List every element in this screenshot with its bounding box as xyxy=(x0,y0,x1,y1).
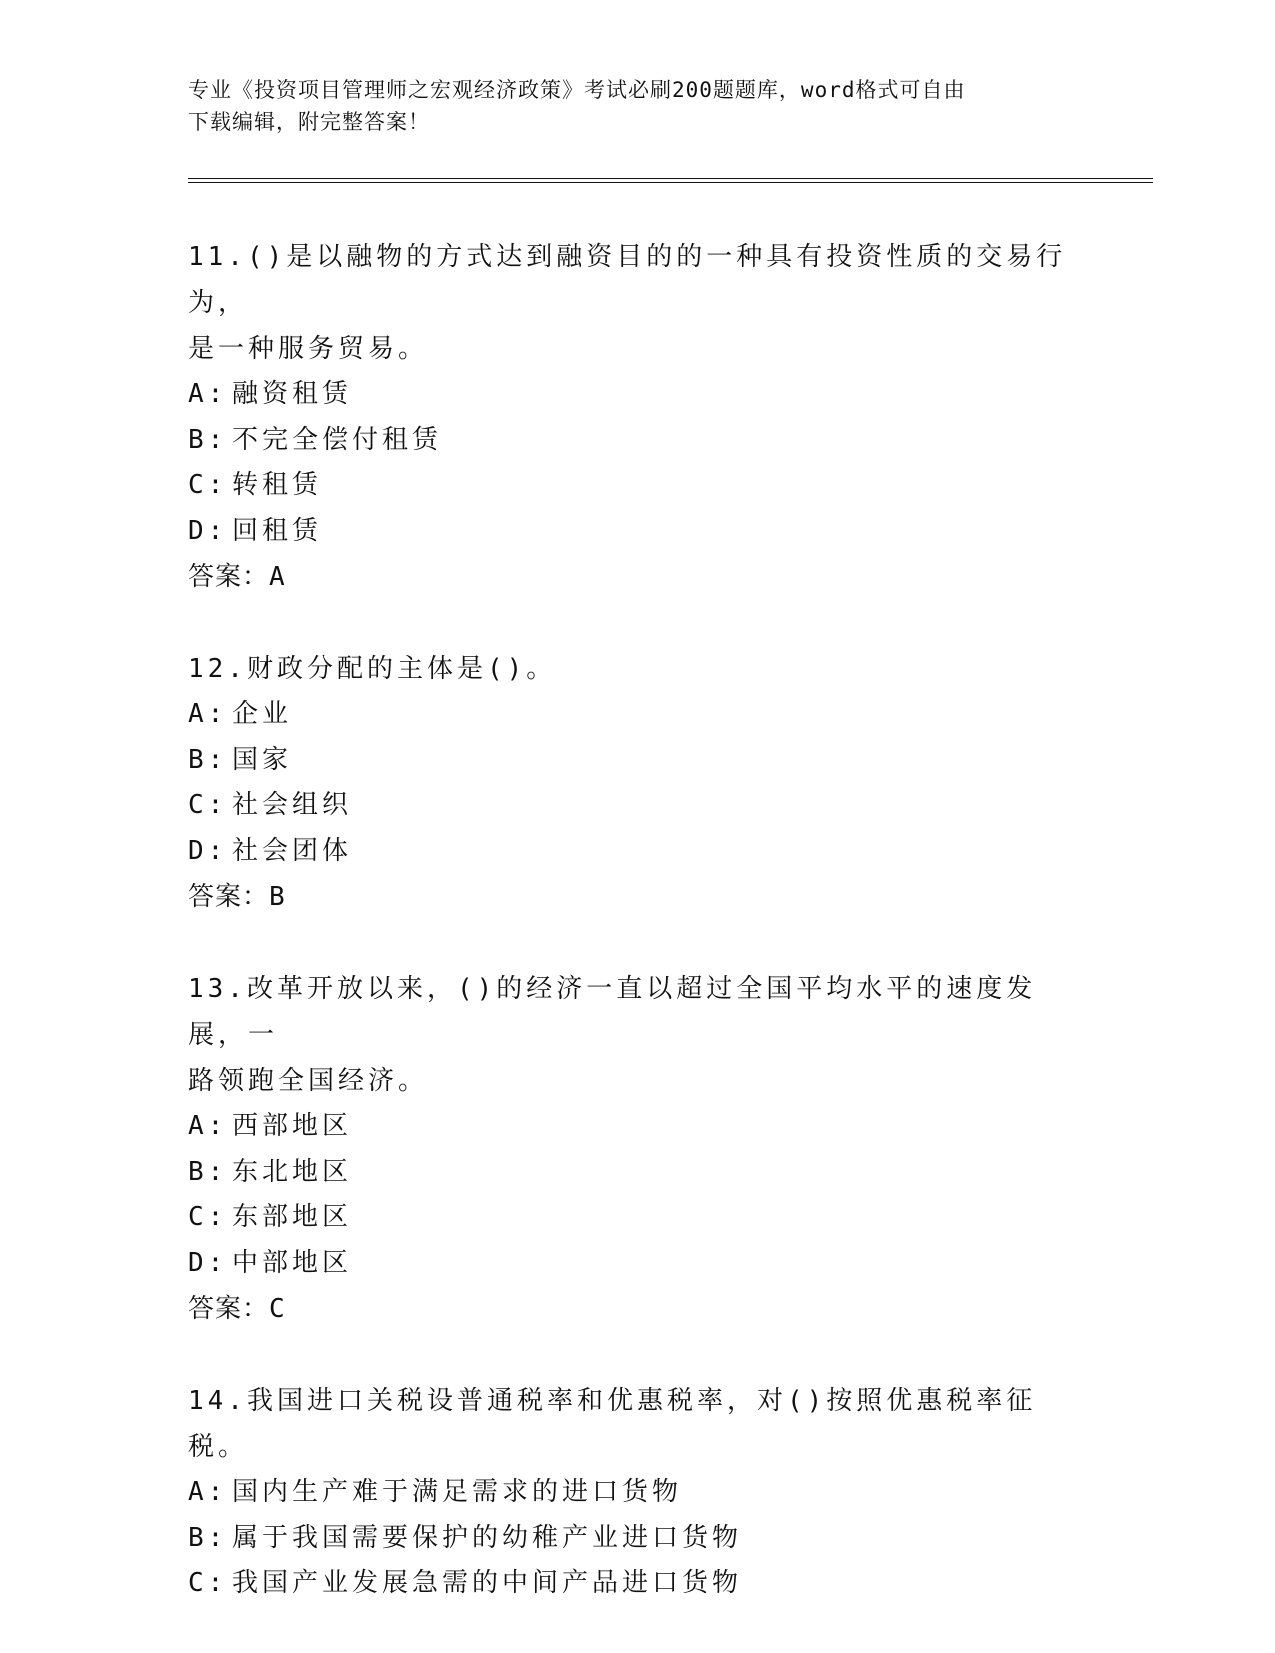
option-text: 西部地区 xyxy=(232,1111,353,1141)
answer-line: 答案：B xyxy=(188,882,286,912)
option-b xyxy=(188,418,1088,464)
option-key: C: xyxy=(188,470,228,500)
option-text: 属于我国需要保护的幼稚产业进口货物 xyxy=(232,1522,743,1553)
question-14 xyxy=(188,1378,1088,1607)
question-number: 14. xyxy=(188,1386,247,1416)
question-11 xyxy=(188,234,1088,600)
option-c xyxy=(188,1195,1088,1241)
option-text: 东北地区 xyxy=(232,1156,353,1187)
option-key: C: xyxy=(188,790,228,820)
option-key: A: xyxy=(188,1477,228,1507)
option-d xyxy=(188,1241,1088,1287)
option-c xyxy=(188,783,1088,829)
option-d xyxy=(188,829,1088,875)
option-text: 企业 xyxy=(232,699,293,729)
option-b xyxy=(188,738,1088,784)
header-divider-top xyxy=(188,178,1153,179)
question-text-line-2: 是一种服务贸易。 xyxy=(188,334,429,364)
question-stem xyxy=(188,646,1088,692)
question-text-line-1: ()是以融物的方式达到融资目的的一种具有投资性质的交易行为， xyxy=(188,242,1067,318)
header-line-2: 下载编辑，附完整答案！ xyxy=(188,110,430,134)
question-stem xyxy=(188,1378,1088,1470)
option-key: B: xyxy=(188,424,228,455)
option-text: 中部地区 xyxy=(232,1247,353,1278)
option-a xyxy=(188,1470,1088,1516)
option-key: A: xyxy=(188,379,228,409)
question-12 xyxy=(188,646,1088,920)
option-key: C: xyxy=(188,1568,228,1598)
option-key: B: xyxy=(188,744,228,775)
option-key: B: xyxy=(188,1522,228,1553)
option-c xyxy=(188,463,1088,509)
option-text: 东部地区 xyxy=(232,1202,353,1232)
answer-line: 答案：C xyxy=(188,1294,286,1324)
option-b xyxy=(188,1150,1088,1196)
option-key: A: xyxy=(188,699,228,729)
option-key: D: xyxy=(188,515,228,546)
question-stem xyxy=(188,234,1088,326)
question-list xyxy=(188,234,1088,1653)
question-number: 12. xyxy=(188,654,247,684)
option-text: 社会团体 xyxy=(232,835,353,866)
option-key: C: xyxy=(188,1202,228,1232)
option-text: 国家 xyxy=(232,744,293,775)
option-text: 回租赁 xyxy=(232,515,323,546)
header-divider-bottom xyxy=(188,182,1153,183)
question-text-line-2: 路领跑全国经济。 xyxy=(188,1066,429,1096)
question-number: 13. xyxy=(188,974,247,1004)
question-text-line-1: 我国进口关税设普通税率和优惠税率，对()按照优惠税率征税。 xyxy=(188,1386,1037,1462)
option-key: A: xyxy=(188,1111,228,1141)
question-number: 11. xyxy=(188,242,247,272)
question-text-line-1: 改革开放以来，()的经济一直以超过全国平均水平的速度发展，一 xyxy=(188,974,1037,1050)
question-text-line-1: 财政分配的主体是()。 xyxy=(246,654,557,684)
option-text: 国内生产难于满足需求的进口货物 xyxy=(232,1477,683,1507)
option-a xyxy=(188,692,1088,738)
option-text: 我国产业发展急需的中间产品进口货物 xyxy=(232,1568,743,1598)
header-line-1: 专业《投资项目管理师之宏观经济政策》考试必刷200题题库，word格式可自由 xyxy=(188,78,966,102)
option-d xyxy=(188,509,1088,555)
option-text: 融资租赁 xyxy=(232,379,353,409)
option-key: D: xyxy=(188,1247,228,1278)
option-text: 社会组织 xyxy=(232,790,353,820)
question-stem xyxy=(188,966,1088,1058)
option-a xyxy=(188,1104,1088,1150)
option-key: B: xyxy=(188,1156,228,1187)
option-c xyxy=(188,1561,1088,1607)
option-a xyxy=(188,372,1088,418)
question-13 xyxy=(188,966,1088,1332)
option-key: D: xyxy=(188,835,228,866)
option-text: 转租赁 xyxy=(232,470,323,500)
option-text: 不完全偿付租赁 xyxy=(232,424,443,455)
document-header xyxy=(188,74,1088,138)
answer-line: 答案：A xyxy=(188,562,286,592)
option-b xyxy=(188,1516,1088,1562)
